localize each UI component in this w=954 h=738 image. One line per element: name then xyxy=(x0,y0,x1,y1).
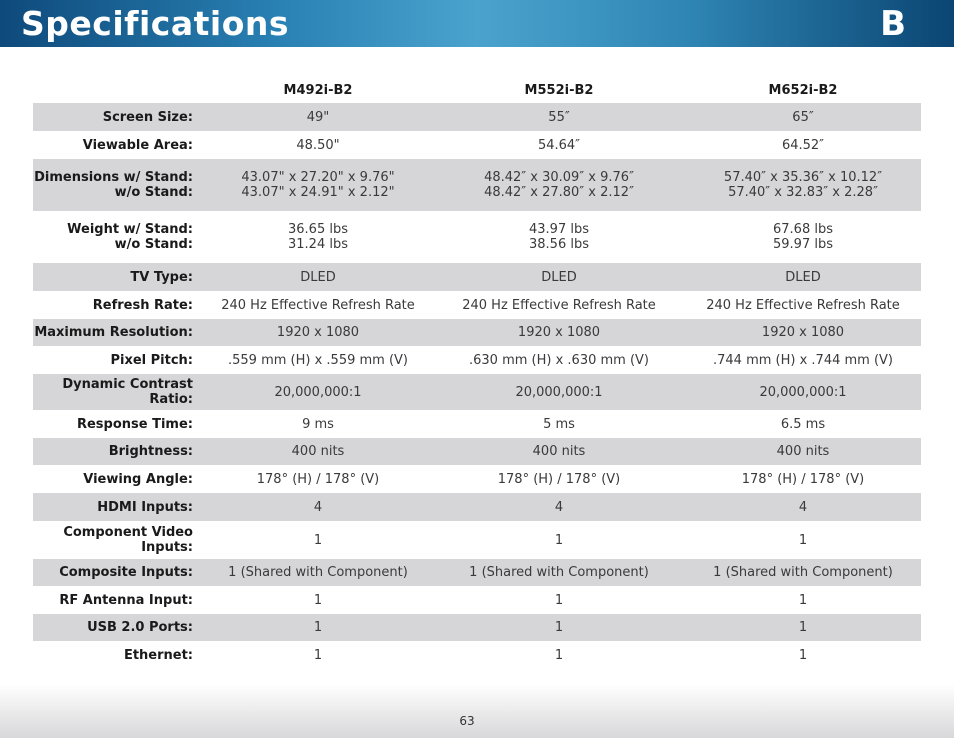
spec-value-line: 48.50" xyxy=(296,137,340,153)
spec-label xyxy=(33,263,203,291)
spec-value-line: 20,000,000:1 xyxy=(274,384,362,400)
spec-label xyxy=(33,291,203,319)
spec-label-line: Pixel Pitch: xyxy=(110,352,193,368)
spec-label-line: w/o Stand: xyxy=(114,185,193,200)
spec-label-line: w/o Stand: xyxy=(114,237,193,252)
spec-value xyxy=(203,586,433,614)
spec-row xyxy=(33,346,921,374)
spec-value-line: 65″ xyxy=(792,109,814,125)
spec-value-line: 400 nits xyxy=(291,444,345,459)
spec-label xyxy=(33,614,203,641)
spec-value xyxy=(433,291,685,319)
spec-value-line: 1 (Shared with Component) xyxy=(228,565,408,580)
spec-value-line: .744 mm (H) x .744 mm (V) xyxy=(713,352,893,368)
spec-value xyxy=(433,159,685,211)
spec-value xyxy=(685,493,921,521)
spec-value-line: 43.07" x 27.20" x 9.76" xyxy=(241,170,395,185)
spec-value-line: 20,000,000:1 xyxy=(515,384,603,400)
spec-value-line: 4 xyxy=(554,499,564,515)
spec-value-line: 59.97 lbs xyxy=(773,237,833,252)
spec-value xyxy=(433,131,685,159)
spec-value xyxy=(433,410,685,438)
spec-label xyxy=(33,438,203,465)
spec-value xyxy=(433,319,685,346)
spec-label-line: Weight w/ Stand: xyxy=(67,222,193,237)
spec-value-line: 36.65 lbs xyxy=(288,222,348,237)
spec-label xyxy=(33,374,203,410)
spec-value-line: 400 nits xyxy=(532,444,586,459)
header-spacer xyxy=(33,77,203,103)
spec-value xyxy=(685,263,921,291)
spec-value-line: 4 xyxy=(313,499,323,515)
spec-value-line: 64.52″ xyxy=(781,137,825,153)
spec-label-line: Refresh Rate: xyxy=(92,297,193,313)
spec-row xyxy=(33,521,921,559)
spec-row xyxy=(33,559,921,586)
spec-label xyxy=(33,586,203,614)
spec-value xyxy=(203,493,433,521)
page-number: 63 xyxy=(459,714,475,728)
spec-value-line: 400 nits xyxy=(776,444,830,459)
spec-value xyxy=(433,641,685,669)
spec-row xyxy=(33,159,921,211)
spec-value xyxy=(685,521,921,559)
spec-row xyxy=(33,641,921,669)
spec-label xyxy=(33,211,203,263)
spec-value xyxy=(685,410,921,438)
spec-label-line: Brightness: xyxy=(108,444,193,459)
spec-value-line: 1920 x 1080 xyxy=(761,325,845,340)
spec-row xyxy=(33,103,921,131)
spec-row xyxy=(33,438,921,465)
model-header: M652i-B2 xyxy=(768,82,838,98)
spec-value-line: 57.40″ x 32.83″ x 2.28″ xyxy=(728,185,878,200)
spec-value xyxy=(203,263,433,291)
spec-value-line: 57.40″ x 35.36″ x 10.12″ xyxy=(723,170,883,185)
spec-label xyxy=(33,103,203,131)
spec-value-line: 240 Hz Effective Refresh Rate xyxy=(706,297,900,313)
spec-value-line: 1 xyxy=(554,592,564,608)
spec-value-line: 1 xyxy=(313,620,323,635)
spec-label-line: Dynamic Contrast xyxy=(62,377,193,392)
spec-value xyxy=(685,614,921,641)
spec-value xyxy=(685,291,921,319)
spec-value-line: 67.68 lbs xyxy=(773,222,833,237)
spec-value-line: 1920 x 1080 xyxy=(276,325,360,340)
spec-label-line: Dimensions w/ Stand: xyxy=(34,170,193,185)
spec-value xyxy=(685,559,921,586)
spec-value xyxy=(203,521,433,559)
spec-value-line: 1 (Shared with Component) xyxy=(713,565,893,580)
spec-row xyxy=(33,291,921,319)
spec-value-line: DLED xyxy=(785,269,821,285)
spec-value xyxy=(203,641,433,669)
spec-row xyxy=(33,410,921,438)
spec-value xyxy=(685,586,921,614)
spec-value-line: 43.97 lbs xyxy=(529,222,589,237)
spec-value xyxy=(685,374,921,410)
spec-value-line: 1 xyxy=(798,532,808,548)
spec-value xyxy=(203,211,433,263)
spec-value xyxy=(203,103,433,131)
spec-row xyxy=(33,614,921,641)
spec-row xyxy=(33,263,921,291)
spec-label-line: Screen Size: xyxy=(102,109,193,125)
spec-value-line: 240 Hz Effective Refresh Rate xyxy=(462,297,656,313)
spec-value-line: 31.24 lbs xyxy=(288,237,348,252)
spec-value xyxy=(203,465,433,493)
spec-value xyxy=(433,211,685,263)
spec-value xyxy=(433,493,685,521)
spec-value-line: DLED xyxy=(541,269,577,285)
spec-value-line: DLED xyxy=(300,269,336,285)
spec-value-line: 1 xyxy=(313,592,323,608)
spec-label-line: Viewing Angle: xyxy=(83,471,193,487)
spec-value-line: 55″ xyxy=(548,109,570,125)
spec-value xyxy=(433,374,685,410)
spec-row xyxy=(33,586,921,614)
spec-label-line: Composite Inputs: xyxy=(59,565,193,580)
spec-value xyxy=(685,319,921,346)
spec-label-line: Viewable Area: xyxy=(82,137,193,153)
spec-label-line: Response Time: xyxy=(76,416,193,432)
spec-value-line: 1 xyxy=(313,532,323,548)
spec-value xyxy=(433,346,685,374)
spec-value-line: 54.64″ xyxy=(537,137,581,153)
spec-value-line: 48.42″ x 30.09″ x 9.76″ xyxy=(484,170,634,185)
spec-value-line: 49" xyxy=(306,109,330,125)
spec-value xyxy=(203,614,433,641)
spec-label-line: Ratio: xyxy=(149,392,193,407)
model-header: M552i-B2 xyxy=(524,82,594,98)
spec-value xyxy=(203,319,433,346)
footer-bar xyxy=(0,684,954,738)
spec-value xyxy=(685,211,921,263)
page-title: Specifications xyxy=(21,4,290,43)
spec-value xyxy=(433,263,685,291)
spec-label-line: Ethernet: xyxy=(123,647,193,663)
spec-value xyxy=(433,438,685,465)
spec-value-line: 48.42″ x 27.80″ x 2.12″ xyxy=(484,185,634,200)
spec-label-line: RF Antenna Input: xyxy=(59,592,193,608)
spec-value xyxy=(203,438,433,465)
spec-value-line: 9 ms xyxy=(302,416,334,432)
spec-value-line: 6.5 ms xyxy=(780,416,826,432)
spec-value-line: .559 mm (H) x .559 mm (V) xyxy=(228,352,408,368)
spec-label xyxy=(33,319,203,346)
spec-label-line: TV Type: xyxy=(130,269,193,285)
spec-label xyxy=(33,159,203,211)
spec-label xyxy=(33,641,203,669)
spec-row xyxy=(33,374,921,410)
spec-value xyxy=(203,159,433,211)
spec-value xyxy=(685,103,921,131)
spec-value-line: 1 xyxy=(554,620,564,635)
spec-label-line: Maximum Resolution: xyxy=(34,325,193,340)
spec-value xyxy=(203,559,433,586)
spec-label-line: Component Video xyxy=(63,525,193,540)
spec-value xyxy=(685,346,921,374)
spec-value xyxy=(203,346,433,374)
spec-value-line: 20,000,000:1 xyxy=(759,384,847,400)
spec-label xyxy=(33,493,203,521)
spec-label xyxy=(33,346,203,374)
spec-value-line: 38.56 lbs xyxy=(529,237,589,252)
spec-value-line: .630 mm (H) x .630 mm (V) xyxy=(469,352,649,368)
model-header: M492i-B2 xyxy=(283,82,353,98)
spec-label-line: HDMI Inputs: xyxy=(97,499,193,515)
spec-value xyxy=(685,159,921,211)
spec-value xyxy=(433,465,685,493)
model-header-row xyxy=(33,77,921,103)
spec-row xyxy=(33,319,921,346)
spec-row xyxy=(33,211,921,263)
spec-value-line: 178° (H) / 178° (V) xyxy=(741,471,865,487)
spec-value-line: 1 xyxy=(798,620,808,635)
spec-label-line: USB 2.0 Ports: xyxy=(87,620,193,635)
spec-value-line: 1 xyxy=(554,532,564,548)
spec-label xyxy=(33,465,203,493)
spec-value-line: 4 xyxy=(798,499,808,515)
spec-value-line: 1920 x 1080 xyxy=(517,325,601,340)
spec-row xyxy=(33,493,921,521)
spec-value xyxy=(203,291,433,319)
spec-label xyxy=(33,410,203,438)
spec-value xyxy=(433,521,685,559)
spec-value xyxy=(203,410,433,438)
spec-value xyxy=(685,465,921,493)
header-bar xyxy=(0,0,954,47)
spec-table xyxy=(33,77,921,669)
spec-value xyxy=(685,641,921,669)
spec-value-line: 1 (Shared with Component) xyxy=(469,565,649,580)
spec-value xyxy=(203,374,433,410)
spec-value xyxy=(433,559,685,586)
spec-value-line: 178° (H) / 178° (V) xyxy=(256,471,380,487)
spec-value-line: 240 Hz Effective Refresh Rate xyxy=(221,297,415,313)
spec-value-line: 178° (H) / 178° (V) xyxy=(497,471,621,487)
spec-value xyxy=(685,438,921,465)
spec-value-line: 43.07" x 24.91" x 2.12" xyxy=(241,185,395,200)
spec-value xyxy=(433,586,685,614)
spec-label xyxy=(33,521,203,559)
spec-value-line: 5 ms xyxy=(543,416,575,432)
spec-value xyxy=(433,103,685,131)
spec-value xyxy=(685,131,921,159)
section-letter: B xyxy=(880,4,906,44)
spec-value-line: 1 xyxy=(554,647,564,663)
spec-label xyxy=(33,559,203,586)
spec-value-line: 1 xyxy=(313,647,323,663)
spec-row xyxy=(33,465,921,493)
spec-row xyxy=(33,131,921,159)
spec-value-line: 1 xyxy=(798,647,808,663)
spec-label-line: Inputs: xyxy=(141,540,193,555)
spec-label xyxy=(33,131,203,159)
spec-value xyxy=(203,131,433,159)
spec-value-line: 1 xyxy=(798,592,808,608)
spec-value xyxy=(433,614,685,641)
